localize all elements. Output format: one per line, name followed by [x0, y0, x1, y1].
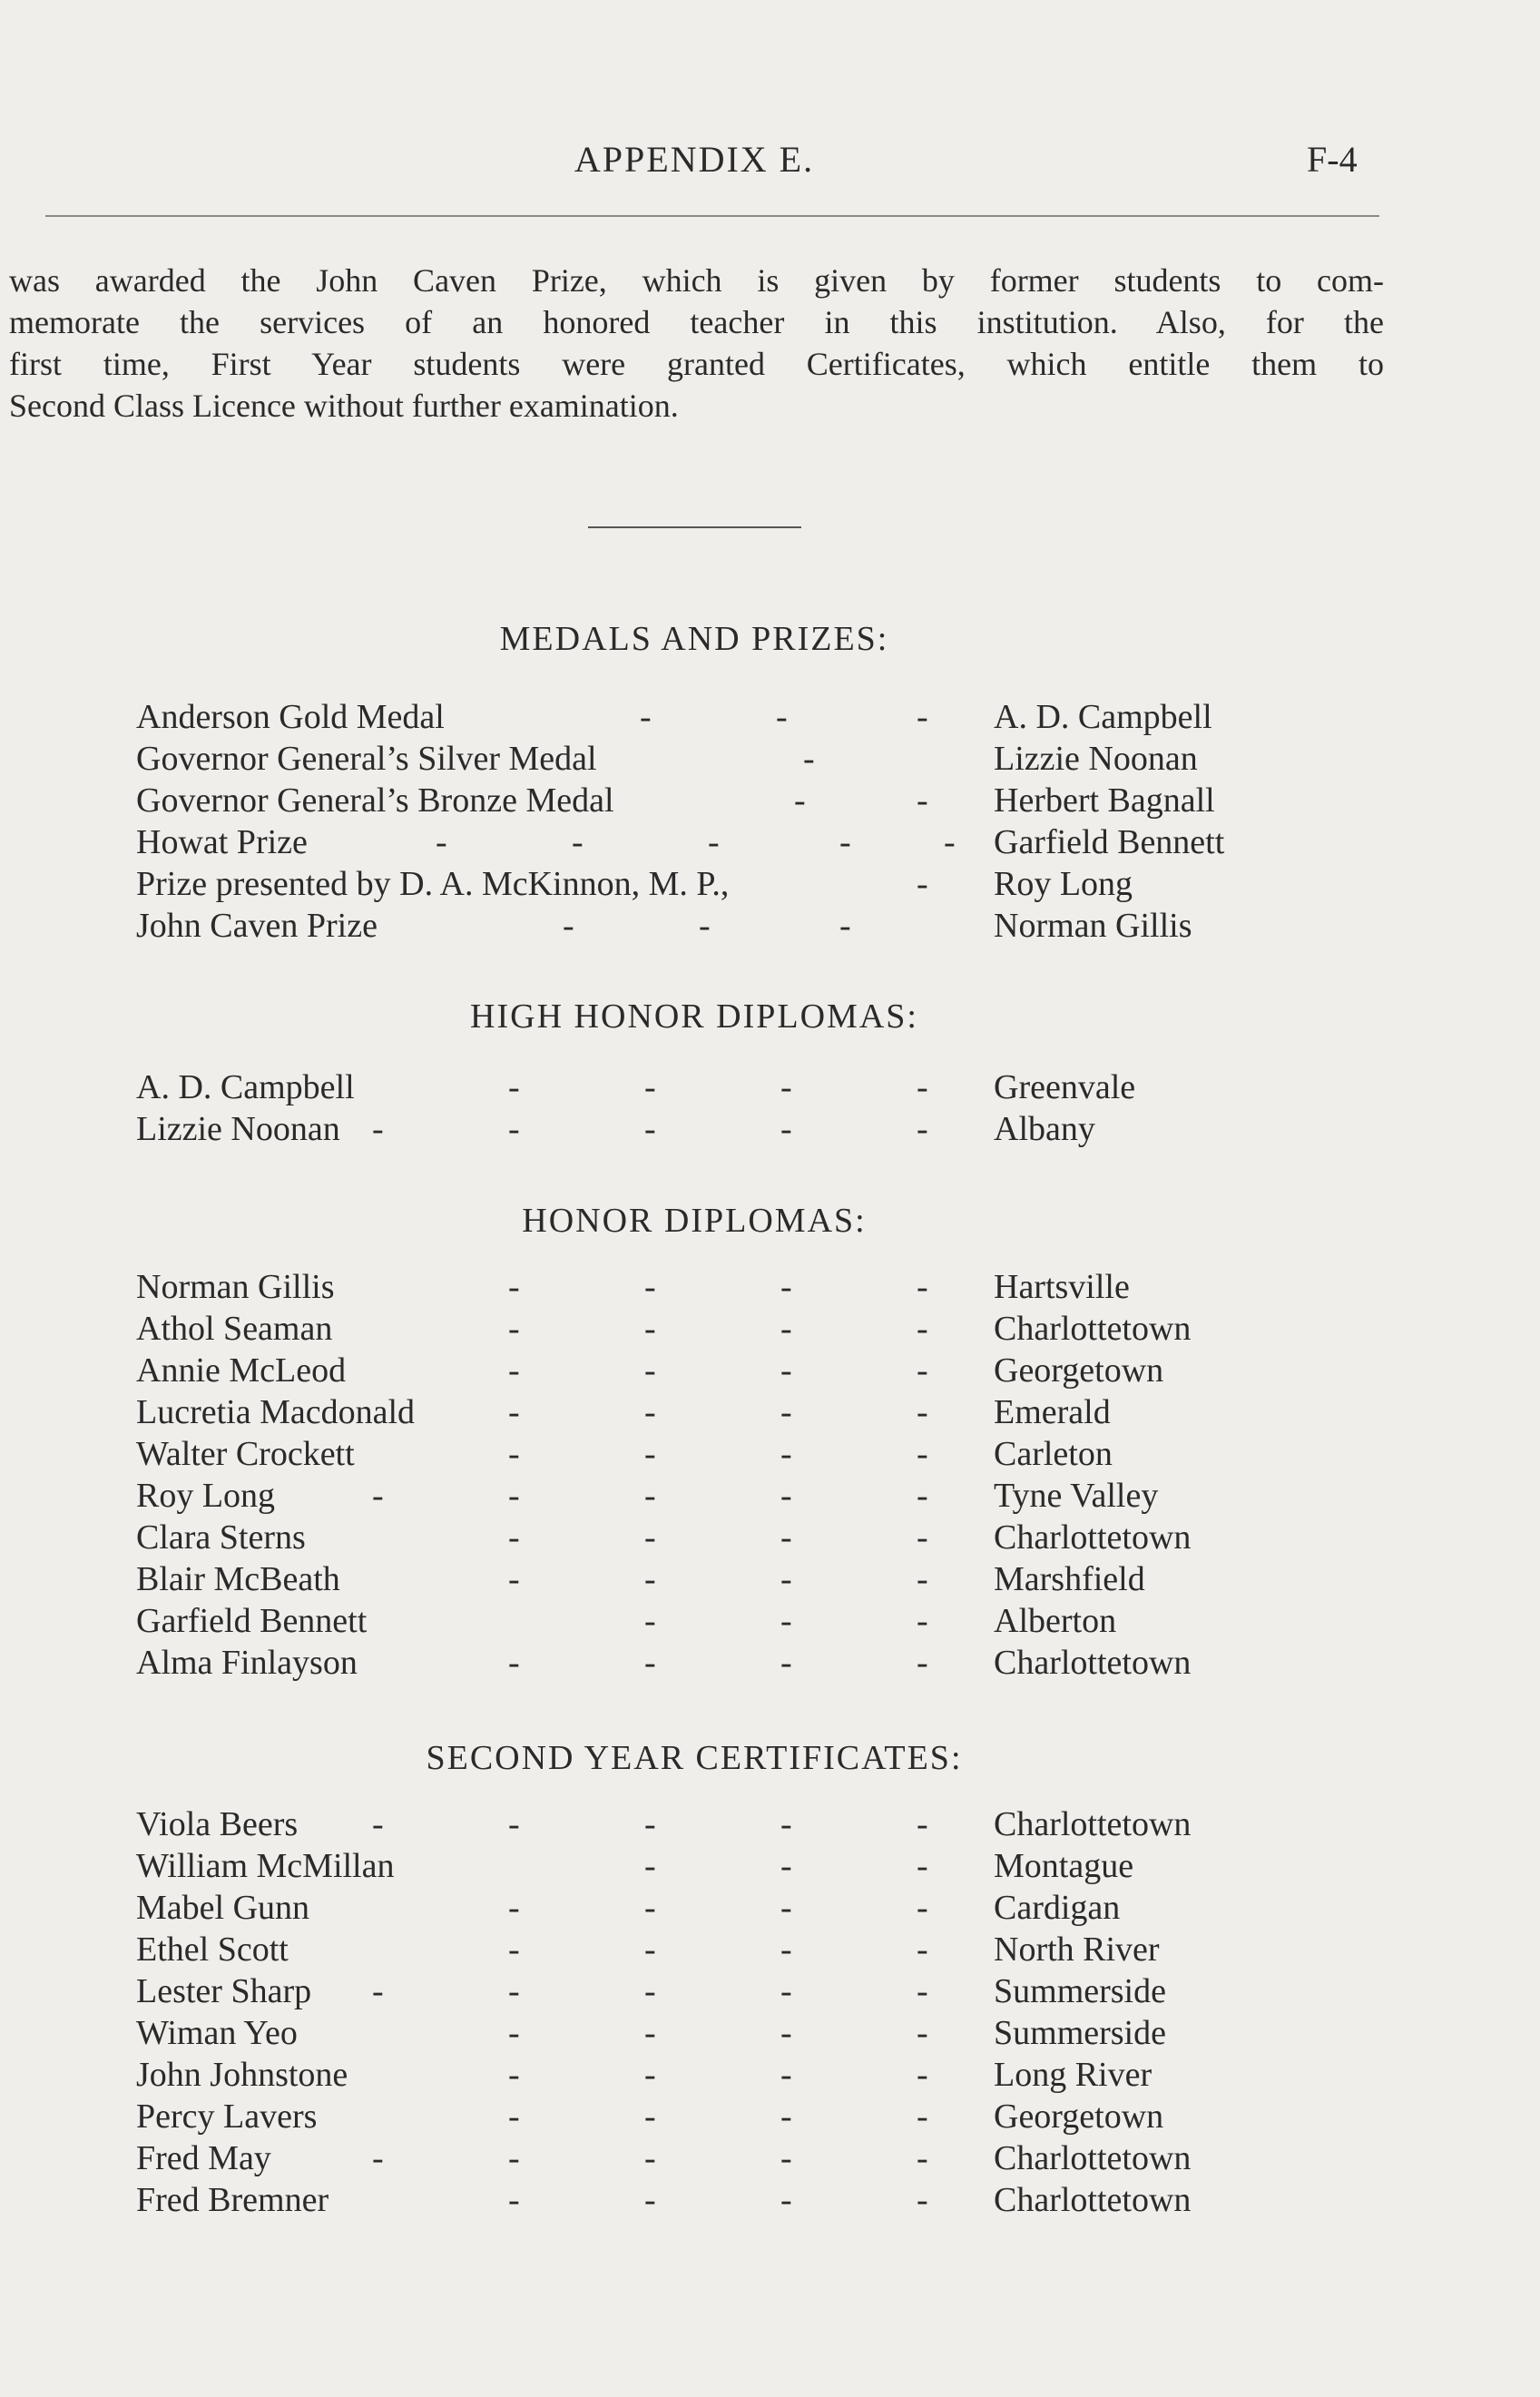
entry-value: Charlottetown	[994, 1805, 1192, 1843]
leader-dash: -	[803, 740, 815, 778]
leader-dash: -	[794, 781, 806, 820]
leader-dash: -	[644, 1068, 656, 1106]
leader-dash: -	[917, 781, 928, 820]
leader-dash: -	[508, 1351, 520, 1390]
entry-value: Georgetown	[994, 1351, 1164, 1390]
entry-value: Carleton	[994, 1435, 1113, 1473]
leader-dash: -	[508, 1393, 520, 1431]
list-row	[136, 2013, 1289, 2055]
leader-dash: -	[508, 1518, 520, 1557]
leader-dash: -	[644, 1351, 656, 1390]
entry-name: Mabel Gunn	[136, 1889, 310, 1927]
leader-dash: -	[917, 1477, 928, 1515]
leader-dash: -	[917, 865, 928, 903]
leader-dash: -	[644, 2181, 656, 2219]
leader-dash: -	[780, 1068, 792, 1106]
entry-name: John Caven Prize	[136, 907, 378, 945]
entry-value: Marshfield	[994, 1560, 1145, 1598]
leader-dash: -	[839, 907, 851, 945]
leader-dash: -	[917, 1602, 928, 1640]
leader-dash: -	[644, 1644, 656, 1682]
page-header-title: APPENDIX E.	[574, 139, 815, 180]
entry-value: Charlottetown	[994, 1310, 1192, 1348]
leader-dash: -	[508, 2097, 520, 2136]
leader-dash: -	[508, 1644, 520, 1682]
leader-dash: -	[508, 1972, 520, 2010]
entry-value: Tyne Valley	[994, 1477, 1159, 1515]
entry-value: Charlottetown	[994, 2181, 1192, 2219]
entry-name: Lester Sharp	[136, 1972, 312, 2010]
section-title: SECOND YEAR CERTIFICATES:	[426, 1739, 963, 1777]
section-title: HONOR DIPLOMAS:	[522, 1202, 867, 1240]
list-row	[136, 2055, 1289, 2097]
list-row	[136, 697, 1289, 739]
leader-dash: -	[640, 698, 652, 736]
entry-name: Norman Gillis	[136, 1268, 335, 1306]
leader-dash: -	[839, 823, 851, 861]
leader-dash: -	[644, 1560, 656, 1598]
leader-dash: -	[917, 2139, 928, 2177]
list-row	[136, 822, 1289, 864]
entry-name: Wiman Yeo	[136, 2014, 298, 2052]
paragraph-line: first time, First Year students were granted Certificates, which entitle them to	[9, 346, 1384, 382]
leader-dash: -	[917, 1644, 928, 1682]
leader-dash: -	[917, 1435, 928, 1473]
entry-value: Herbert Bagnall	[994, 781, 1215, 820]
entry-name: Athol Seaman	[136, 1310, 333, 1348]
paragraph-line: was awarded the John Caven Prize, which is given by former students to com-	[9, 262, 1384, 299]
entry-value: Alberton	[994, 1602, 1117, 1640]
leader-dash: -	[508, 1110, 520, 1148]
entry-name: Howat Prize	[136, 823, 308, 861]
leader-dash: -	[644, 1847, 656, 1885]
leader-dash: -	[372, 2139, 384, 2177]
entry-name: Alma Finlayson	[136, 1644, 358, 1682]
list-row	[136, 1309, 1289, 1351]
leader-dash: -	[917, 1889, 928, 1927]
leader-dash: -	[780, 1560, 792, 1598]
leader-dash: -	[780, 1805, 792, 1843]
leader-dash: -	[780, 1972, 792, 2010]
leader-dash: -	[780, 2181, 792, 2219]
entry-name: Roy Long	[136, 1477, 276, 1515]
leader-dash: -	[508, 1805, 520, 1843]
entry-name: Garfield Bennett	[136, 1602, 368, 1640]
entry-name: Prize presented by D. A. McKinnon, M. P.,	[136, 865, 730, 903]
leader-dash: -	[780, 1110, 792, 1148]
entry-name: Lucretia Macdonald	[136, 1393, 416, 1431]
entry-name: Walter Crockett	[136, 1435, 355, 1473]
leader-dash: -	[644, 1930, 656, 1969]
entry-value: Georgetown	[994, 2097, 1164, 2136]
leader-dash: -	[508, 2014, 520, 2052]
entry-name: William McMillan	[136, 1847, 395, 1885]
entry-value: Norman Gillis	[994, 907, 1192, 945]
list-row	[136, 2138, 1289, 2180]
leader-dash: -	[644, 1477, 656, 1515]
leader-dash: -	[917, 1110, 928, 1148]
list-row	[136, 1067, 1289, 1109]
leader-dash: -	[780, 1268, 792, 1306]
leader-dash: -	[780, 1602, 792, 1640]
list-row	[136, 2180, 1289, 2222]
leader-dash: -	[780, 1393, 792, 1431]
leader-dash: -	[508, 1477, 520, 1515]
leader-dash: -	[780, 2056, 792, 2094]
list-row	[136, 2097, 1289, 2138]
leader-dash: -	[917, 1560, 928, 1598]
page-number: F-4	[1307, 139, 1358, 180]
intro-paragraph	[9, 260, 1384, 427]
list-row	[136, 1518, 1289, 1559]
leader-dash: -	[780, 1847, 792, 1885]
leader-dash: -	[917, 1268, 928, 1306]
leader-dash: -	[917, 2014, 928, 2052]
leader-dash: -	[644, 1435, 656, 1473]
entry-name: Anderson Gold Medal	[136, 698, 445, 736]
leader-dash: -	[917, 2181, 928, 2219]
entry-value: Albany	[994, 1110, 1095, 1148]
leader-dash: -	[780, 2014, 792, 2052]
leader-dash: -	[644, 1518, 656, 1557]
list-row	[136, 1888, 1289, 1930]
list-row	[136, 1267, 1289, 1309]
list-row	[136, 1930, 1289, 1971]
list-row	[136, 1392, 1289, 1434]
leader-dash: -	[776, 698, 788, 736]
list-row	[136, 1643, 1289, 1685]
leader-dash: -	[508, 1435, 520, 1473]
leader-dash: -	[780, 1644, 792, 1682]
leader-dash: -	[508, 2139, 520, 2177]
leader-dash: -	[780, 1351, 792, 1390]
list-row	[136, 1971, 1289, 2013]
leader-dash: -	[917, 1393, 928, 1431]
entry-name: Governor General’s Bronze Medal	[136, 781, 614, 820]
leader-dash: -	[644, 1310, 656, 1348]
entry-name: Percy Lavers	[136, 2097, 318, 2136]
entry-value: Roy Long	[994, 865, 1133, 903]
entry-value: Lizzie Noonan	[994, 740, 1198, 778]
section-title: MEDALS AND PRIZES:	[499, 620, 889, 658]
paragraph-line: Second Class Licence without further examination.	[9, 388, 679, 424]
leader-dash: -	[572, 823, 584, 861]
entry-value: A. D. Campbell	[994, 698, 1212, 736]
leader-dash: -	[917, 1930, 928, 1969]
leader-dash: -	[917, 2056, 928, 2094]
list-row	[136, 864, 1289, 906]
list-row	[136, 906, 1289, 948]
entry-name: Governor General’s Silver Medal	[136, 740, 597, 778]
leader-dash: -	[780, 1310, 792, 1348]
leader-dash: -	[644, 1268, 656, 1306]
entry-value: Long River	[994, 2056, 1153, 2094]
entry-value: Summerside	[994, 1972, 1166, 2010]
leader-dash: -	[508, 1068, 520, 1106]
list-row	[136, 739, 1289, 781]
list-row	[136, 781, 1289, 822]
leader-dash: -	[644, 2056, 656, 2094]
leader-dash: -	[508, 1268, 520, 1306]
entry-value: Garfield Bennett	[994, 823, 1225, 861]
section-separator	[588, 526, 801, 528]
leader-dash: -	[563, 907, 574, 945]
leader-dash: -	[644, 1110, 656, 1148]
leader-dash: -	[508, 1930, 520, 1969]
leader-dash: -	[644, 2014, 656, 2052]
leader-dash: -	[644, 1889, 656, 1927]
entry-name: Fred Bremner	[136, 2181, 329, 2219]
leader-dash: -	[372, 1972, 384, 2010]
entry-value: Summerside	[994, 2014, 1166, 2052]
leader-dash: -	[917, 1068, 928, 1106]
entry-value: North River	[994, 1930, 1160, 1969]
entry-name: John Johnstone	[136, 2056, 348, 2094]
entry-name: Annie McLeod	[136, 1351, 347, 1390]
entry-name: Clara Sterns	[136, 1518, 306, 1557]
leader-dash: -	[372, 1805, 384, 1843]
entry-name: Blair McBeath	[136, 1560, 340, 1598]
list-row	[136, 1109, 1289, 1151]
leader-dash: -	[780, 1518, 792, 1557]
entry-name: Fred May	[136, 2139, 271, 2177]
entry-value: Charlottetown	[994, 1518, 1192, 1557]
leader-dash: -	[644, 1972, 656, 2010]
leader-dash: -	[508, 1310, 520, 1348]
leader-dash: -	[508, 1560, 520, 1598]
paragraph-line: memorate the services of an honored teacher in this institution. Also, for the	[9, 304, 1384, 340]
leader-dash: -	[372, 1110, 384, 1148]
leader-dash: -	[644, 1602, 656, 1640]
leader-dash: -	[508, 2181, 520, 2219]
entry-name: Viola Beers	[136, 1805, 299, 1843]
list-row	[136, 1804, 1289, 1846]
leader-dash: -	[917, 1805, 928, 1843]
leader-dash: -	[508, 1889, 520, 1927]
entry-value: Charlottetown	[994, 2139, 1192, 2177]
leader-dash: -	[780, 2097, 792, 2136]
list-row	[136, 1434, 1289, 1476]
leader-dash: -	[917, 1847, 928, 1885]
leader-dash: -	[699, 907, 711, 945]
leader-dash: -	[917, 1972, 928, 2010]
leader-dash: -	[644, 1393, 656, 1431]
list-row	[136, 1476, 1289, 1518]
entry-value: Greenvale	[994, 1068, 1136, 1106]
section-title: HIGH HONOR DIPLOMAS:	[470, 997, 918, 1036]
entry-value: Hartsville	[994, 1268, 1130, 1306]
list-row	[136, 1601, 1289, 1643]
leader-dash: -	[917, 1351, 928, 1390]
entry-name: A. D. Campbell	[136, 1068, 355, 1106]
header-rule	[45, 215, 1379, 217]
leader-dash: -	[780, 1889, 792, 1927]
entry-name: Lizzie Noonan	[136, 1110, 340, 1148]
leader-dash: -	[644, 1805, 656, 1843]
entry-value: Cardigan	[994, 1889, 1121, 1927]
leader-dash: -	[436, 823, 447, 861]
leader-dash: -	[944, 823, 956, 861]
entry-value: Charlottetown	[994, 1644, 1192, 1682]
entry-name: Ethel Scott	[136, 1930, 289, 1969]
leader-dash: -	[917, 698, 928, 736]
leader-dash: -	[917, 2097, 928, 2136]
leader-dash: -	[644, 2097, 656, 2136]
entry-value: Emerald	[994, 1393, 1111, 1431]
leader-dash: -	[917, 1518, 928, 1557]
list-row	[136, 1351, 1289, 1392]
entry-value: Montague	[994, 1847, 1134, 1885]
leader-dash: -	[372, 1477, 384, 1515]
leader-dash: -	[708, 823, 720, 861]
leader-dash: -	[780, 1435, 792, 1473]
leader-dash: -	[780, 1477, 792, 1515]
list-row	[136, 1846, 1289, 1888]
leader-dash: -	[917, 1310, 928, 1348]
leader-dash: -	[644, 2139, 656, 2177]
leader-dash: -	[780, 2139, 792, 2177]
list-row	[136, 1559, 1289, 1601]
leader-dash: -	[508, 2056, 520, 2094]
leader-dash: -	[780, 1930, 792, 1969]
